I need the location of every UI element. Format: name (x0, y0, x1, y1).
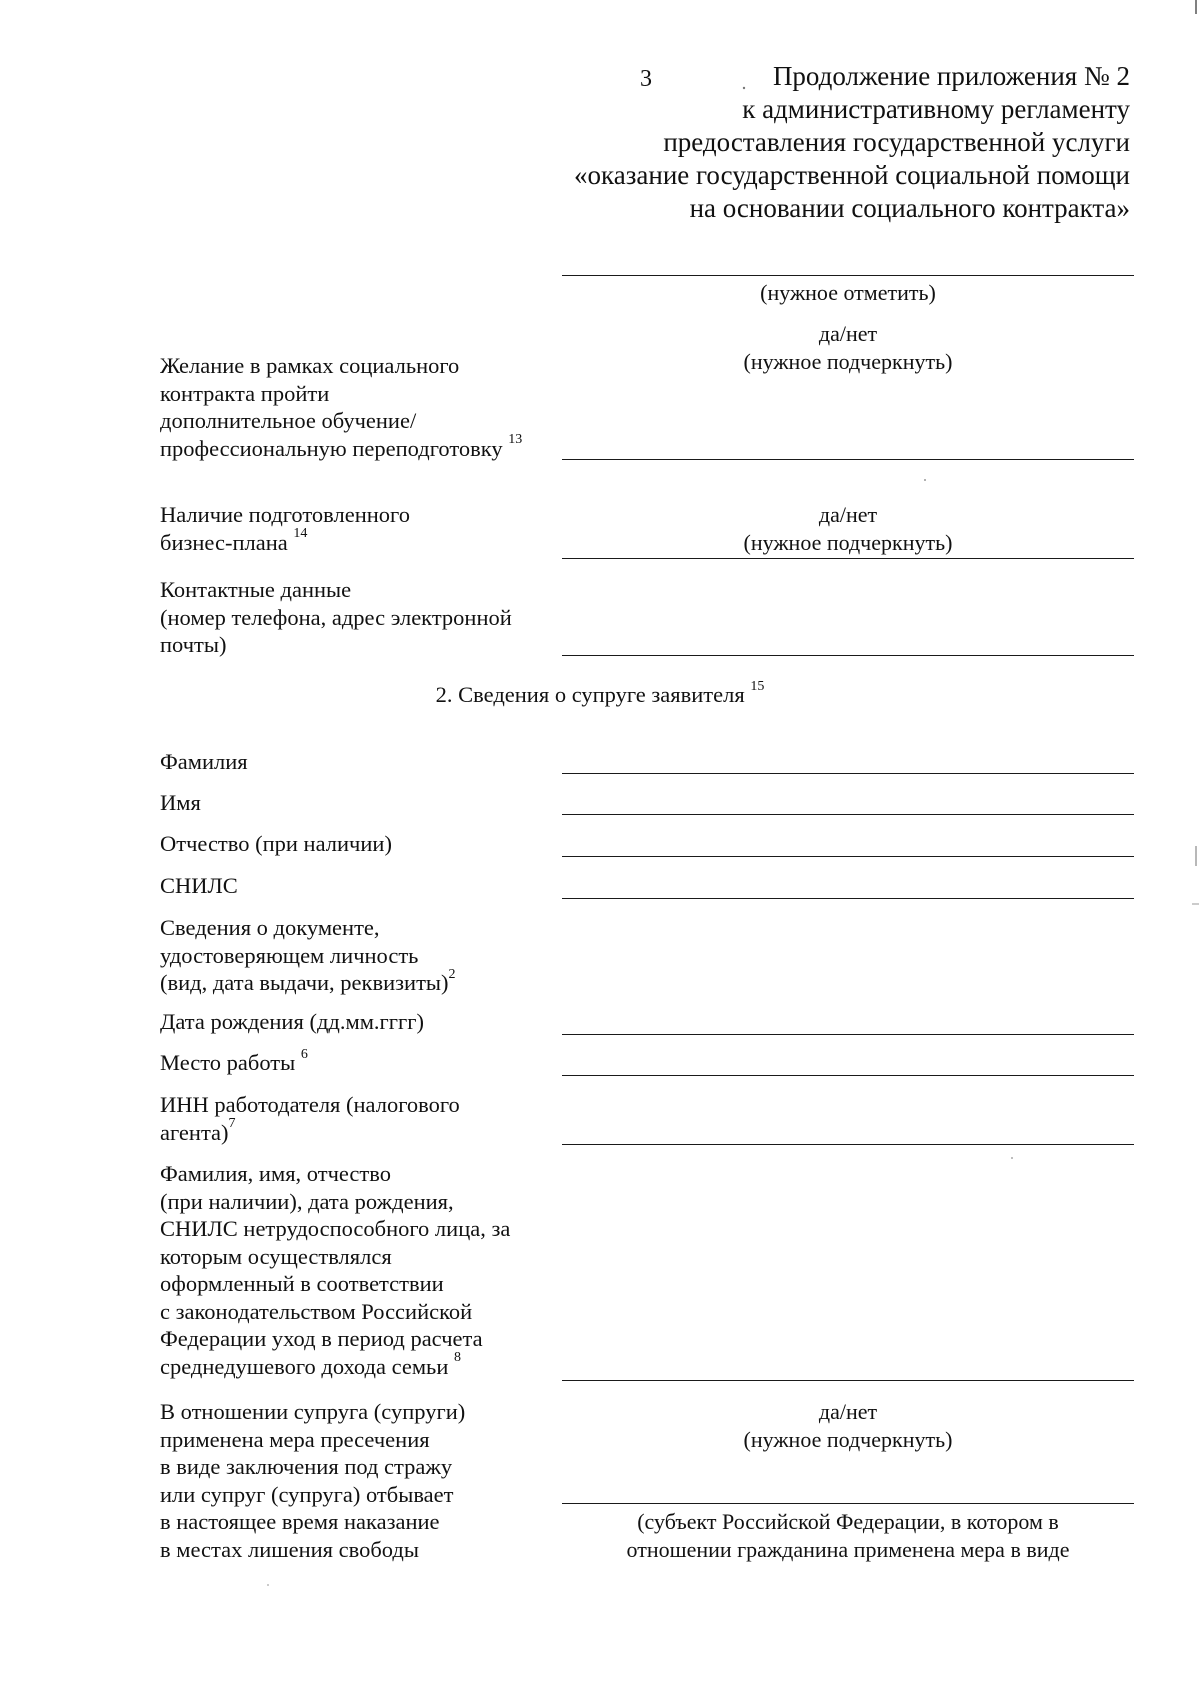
name-label: Имя (160, 790, 201, 815)
yes-no-option[interactable]: да/нет (818, 502, 878, 527)
underline-note: (нужное подчеркнуть) (743, 529, 953, 555)
header-line: «оказание государственной социальной помощи (574, 160, 1130, 190)
mark-note: (нужное отметить) (760, 280, 936, 305)
underline-note: (нужное подчеркнуть) (743, 348, 953, 374)
footnote-ref: 8 (453, 1350, 461, 1365)
training-label: Желание в рамках социального контракта пройти дополнительное обучение/ профессиональную переподготовку $^{13}$ (160, 353, 523, 461)
snils-label: СНИЛС (160, 873, 238, 898)
care-label: Фамилия, имя, отчество (при наличии), дата рождения, СНИЛС нетрудоспособного лица, за которым осуществлялся оформленный в соответствии с законодательством Российской Федерации уход в период расчета среднедушевого дохода семьи $^8$ (160, 1161, 511, 1379)
page-number: 3 (640, 66, 652, 92)
footnote-ref: 15 (750, 678, 765, 694)
underline-note: (нужное подчеркнуть) (743, 1426, 953, 1452)
yes-no-option[interactable]: да/нет (818, 321, 878, 346)
surname-label: Фамилия (160, 749, 248, 774)
header-line: на основании социального контракта» (689, 193, 1130, 223)
employer-inn-label: ИНН работодателя (налогового агента)$^7$ (160, 1092, 460, 1145)
footnote-ref: 6 (300, 1046, 308, 1062)
footnote-ref: 14 (293, 526, 308, 541)
header-line: Продолжение приложения № 2 (772, 61, 1130, 91)
yes-no-option[interactable]: да/нет (818, 1399, 878, 1424)
business-plan-label: Наличие подготовленного бизнес-плана $^{14}$ (160, 502, 410, 555)
section-title: 2. Сведения о супруге заявителя $^{15}$ (435, 678, 765, 707)
footnote-ref: 7 (228, 1116, 236, 1131)
workplace-label: Место работы $^6$ (160, 1046, 308, 1075)
contacts-label: Контактные данные (номер телефона, адрес электронной почты) (160, 577, 512, 657)
header-line: к административному регламенту (742, 94, 1130, 124)
footnote-ref: 13 (508, 432, 523, 447)
patronymic-label: Отчество (при наличии) (160, 831, 392, 856)
header-line: предоставления государственной услуги (663, 127, 1130, 157)
footnote-ref: 2 (448, 966, 456, 982)
subject-note: (субъект Российской Федерации, в котором в отношении гражданина применена мера в виде (626, 1509, 1070, 1562)
birth-date-label: Дата рождения (дд.мм.гггг) (160, 1009, 424, 1034)
id-document-label: Сведения о документе, удостоверяющем личность (вид, дата выдачи, реквизиты)$^2$ (160, 915, 456, 995)
detention-label: В отношении супруга (супруги) применена мера пресечения в виде заключения под стражу или супруг (супруга) отбывает в настоящее время наказание в местах лишения свободы (160, 1399, 466, 1562)
